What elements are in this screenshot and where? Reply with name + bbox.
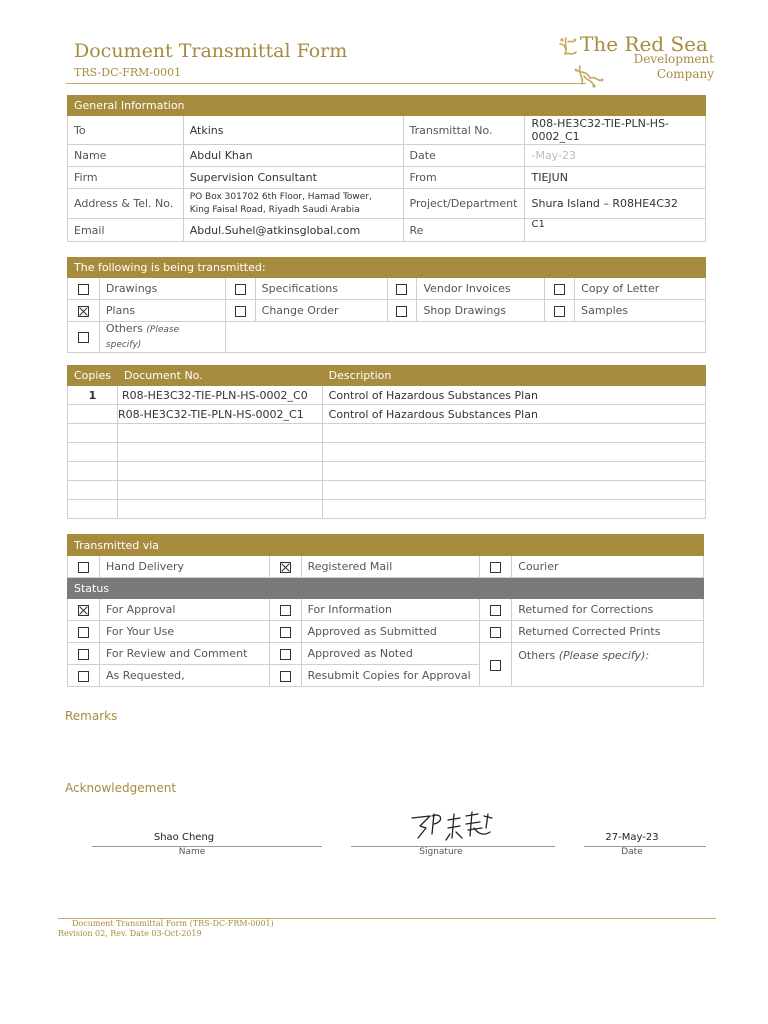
- logo-line-development: Development: [633, 52, 714, 66]
- status-header: Status: [68, 578, 704, 599]
- project-value: Shura Island – R08HE4C32: [525, 189, 706, 219]
- row-copies: 1: [68, 386, 118, 405]
- copy-of-letter-checkbox[interactable]: [554, 284, 565, 295]
- for-information-label: For Information: [301, 599, 480, 621]
- for-review-checkbox[interactable]: [78, 649, 89, 660]
- status-others-text: Others: [518, 649, 556, 662]
- others-label: [99, 322, 225, 353]
- table-row: [68, 481, 706, 500]
- to-value: Atkins: [183, 116, 403, 145]
- table-row: [68, 386, 706, 405]
- email-value: Abdul.Suhel@atkinsglobal.com: [183, 219, 403, 242]
- courier-checkbox[interactable]: [490, 562, 501, 573]
- specifications-checkbox[interactable]: [235, 284, 246, 295]
- logo-subtitle: [580, 52, 714, 82]
- signature-caption: Signature: [419, 847, 463, 857]
- row-copies: [68, 405, 118, 424]
- drawings-label: Drawings: [99, 278, 225, 300]
- ack-date-value: 27-May-23: [605, 832, 659, 843]
- row-document-no: R08-HE3C32-TIE-PLN-HS-0002_C0: [117, 386, 322, 405]
- plans-checkbox[interactable]: [78, 306, 89, 317]
- registered-mail-checkbox[interactable]: [280, 562, 291, 573]
- general-information-header: General Information: [68, 96, 706, 116]
- from-value: TIEJUN: [525, 167, 706, 189]
- footer-form-name: Document Transmittal Form (TRS-DC-FRM-0001): [72, 919, 274, 928]
- others-specify-field[interactable]: [225, 322, 705, 353]
- returned-corrected-prints-checkbox[interactable]: [490, 627, 501, 638]
- approved-as-noted-checkbox[interactable]: [280, 649, 291, 660]
- for-your-use-label: For Your Use: [99, 621, 269, 643]
- logo-title: The Red Sea: [580, 32, 708, 56]
- transmitted-header: The following is being transmitted:: [68, 258, 706, 278]
- copy-of-letter-label: Copy of Letter: [575, 278, 706, 300]
- table-row: [68, 405, 706, 424]
- drawings-checkbox[interactable]: [78, 284, 89, 295]
- footer-revision: Revision 02, Rev. Date 03-Oct-2019: [58, 929, 202, 938]
- name-caption: Name: [178, 847, 206, 857]
- others-checkbox[interactable]: [78, 332, 89, 343]
- row-description: Control of Hazardous Substances Plan: [322, 386, 705, 405]
- samples-checkbox[interactable]: [554, 306, 565, 317]
- samples-label: Samples: [575, 300, 706, 322]
- approved-as-submitted-label: Approved as Submitted: [301, 621, 480, 643]
- vendor-invoices-checkbox[interactable]: [396, 284, 407, 295]
- table-row: [68, 500, 706, 519]
- date-value: -May-23: [525, 145, 706, 167]
- documents-table: [67, 365, 706, 519]
- approved-as-noted-label: Approved as Noted: [301, 643, 480, 665]
- transmitted-via-header: Transmitted via: [68, 535, 704, 556]
- ack-name-value: Shao Cheng: [153, 832, 215, 843]
- hand-delivery-label: Hand Delivery: [99, 556, 269, 578]
- shop-drawings-label: Shop Drawings: [417, 300, 545, 322]
- title-divider: [66, 83, 586, 84]
- approved-as-submitted-checkbox[interactable]: [280, 627, 291, 638]
- table-row: [68, 443, 706, 462]
- courier-label: Courier: [512, 556, 704, 578]
- row-document-no: R08-HE3C32-TIE-PLN-HS-0002_C1: [117, 405, 322, 424]
- transmittal-label: Transmittal No.: [403, 116, 525, 145]
- from-label: From: [403, 167, 525, 189]
- remarks-label: Remarks: [65, 709, 118, 723]
- status-others-label: [512, 643, 704, 687]
- date-caption: Date: [621, 847, 643, 857]
- project-label: Project/Department: [403, 189, 525, 219]
- others-note-1: (Please: [146, 325, 180, 335]
- table-row: [68, 462, 706, 481]
- re-value: C1: [525, 219, 706, 242]
- re-label: Re: [403, 219, 525, 242]
- specifications-label: Specifications: [255, 278, 387, 300]
- logo-line-company: Company: [656, 67, 714, 81]
- description-header: Description: [322, 366, 705, 386]
- others-text: Others: [105, 322, 143, 335]
- page-title: Document Transmittal Form: [74, 40, 348, 62]
- returned-for-corrections-label: Returned for Corrections: [512, 599, 704, 621]
- table-row: [68, 424, 706, 443]
- status-others-note: (Please specify):: [558, 649, 650, 662]
- acknowledgement-label: Acknowledgement: [65, 781, 177, 795]
- status-others-checkbox[interactable]: [490, 660, 501, 671]
- vendor-invoices-label: Vendor Invoices: [417, 278, 545, 300]
- general-information-table: [67, 95, 706, 242]
- address-line-1: PO Box 301702 6th Floor, Hamad Tower,: [189, 191, 372, 202]
- name-label: Name: [68, 145, 184, 167]
- email-label: Email: [68, 219, 184, 242]
- handwritten-signature: [408, 808, 500, 844]
- returned-for-corrections-checkbox[interactable]: [490, 605, 501, 616]
- for-information-checkbox[interactable]: [280, 605, 291, 616]
- change-order-checkbox[interactable]: [235, 306, 246, 317]
- others-note-2: specify): [105, 340, 142, 350]
- change-order-label: Change Order: [255, 300, 387, 322]
- for-your-use-checkbox[interactable]: [78, 627, 89, 638]
- hand-delivery-checkbox[interactable]: [78, 562, 89, 573]
- form-code: TRS-DC-FRM-0001: [74, 66, 182, 79]
- for-review-label: For Review and Comment: [99, 643, 269, 665]
- address-label: Address & Tel. No.: [68, 189, 184, 219]
- date-label: Date: [403, 145, 525, 167]
- resubmit-label: Resubmit Copies for Approval: [301, 665, 480, 687]
- transmitted-items-table: [67, 257, 706, 353]
- row-description: Control of Hazardous Substances Plan: [322, 405, 705, 424]
- to-label: To: [68, 116, 184, 145]
- resubmit-checkbox[interactable]: [280, 671, 291, 682]
- as-requested-label: As Requested,: [99, 665, 269, 687]
- via-status-table: [67, 534, 704, 687]
- name-value: Abdul Khan: [183, 145, 403, 167]
- copies-header: Copies: [68, 366, 118, 386]
- returned-corrected-prints-label: Returned Corrected Prints: [512, 621, 704, 643]
- firm-label: Firm: [68, 167, 184, 189]
- firm-value: Supervision Consultant: [183, 167, 403, 189]
- for-approval-label: For Approval: [99, 599, 269, 621]
- document-no-header: Document No.: [117, 366, 322, 386]
- shop-drawings-checkbox[interactable]: [396, 306, 407, 317]
- registered-mail-label: Registered Mail: [301, 556, 480, 578]
- for-approval-checkbox[interactable]: [78, 605, 89, 616]
- as-requested-checkbox[interactable]: [78, 671, 89, 682]
- plans-label: Plans: [99, 300, 225, 322]
- address-value: [183, 189, 403, 219]
- address-line-2: King Faisal Road, Riyadh Saudi Arabia: [189, 204, 360, 215]
- transmittal-value: R08-HE3C32-TIE-PLN-HS-0002_C1: [525, 116, 706, 145]
